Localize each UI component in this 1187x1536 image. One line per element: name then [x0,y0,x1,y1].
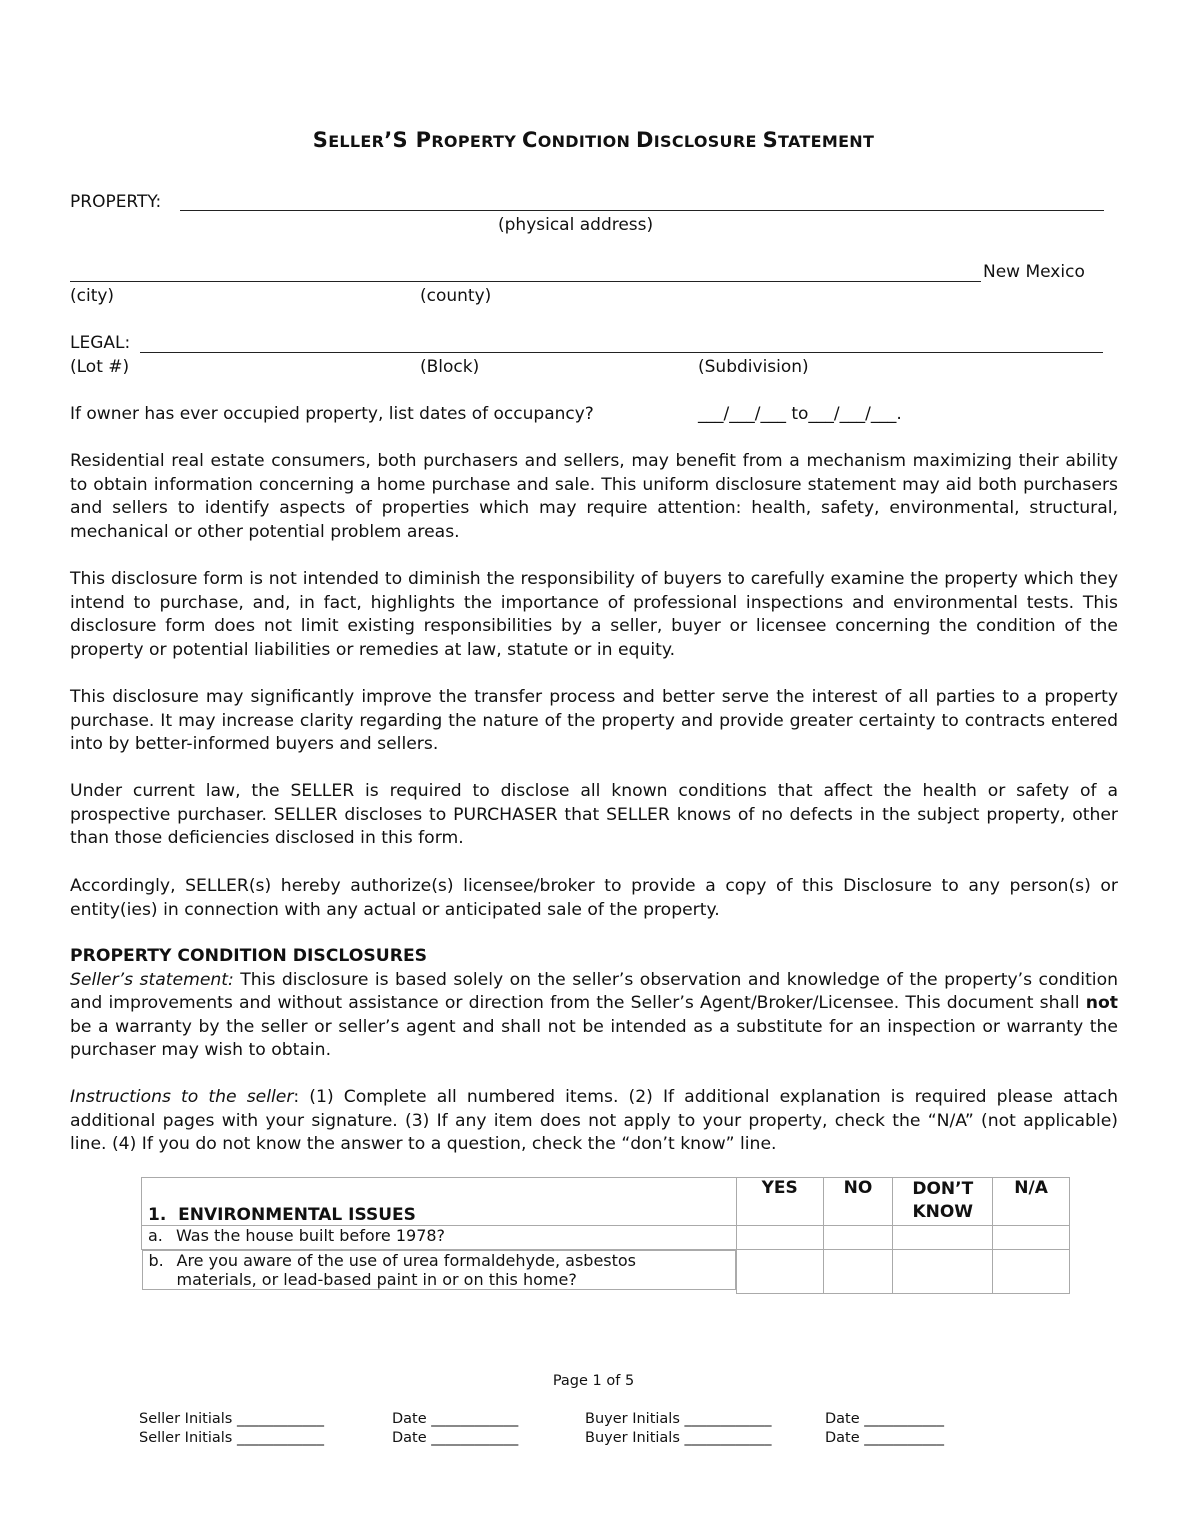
question-letter: b. [148,1251,164,1270]
section-number: 1. [148,1205,167,1225]
disclosures-section [70,945,1118,1063]
yes-checkbox[interactable] [736,1226,823,1250]
property-address-field[interactable] [180,210,1104,211]
seller-statement-label: Seller’s statement: [70,969,234,990]
question-letter: a. [148,1226,163,1245]
buyer-initials-2[interactable]: Buyer Initials ____________ [585,1430,772,1446]
seller-statement-text: be a warranty by the seller or seller’s agent and shall not be intended as a substitute for an inspection or warranty the purchaser may wish to obtain. [70,1016,1118,1061]
col-na: N/A [993,1178,1070,1226]
intro-paragraph-3: This disclosure may significantly improve the transfer process and better serve the interest of all parties to a property purchase. It may increase clarity regarding the nature of the property and provide greater certainty to contracts entered into by better-informed buyers and sellers. [70,687,1118,755]
section-title [142,1178,737,1226]
title-apos: ’S [384,128,416,152]
county-caption: (county) [420,286,492,306]
na-checkbox[interactable] [993,1250,1070,1294]
instructions-label: Instructions to the seller [70,1087,294,1107]
instructions-paragraph [70,1086,1118,1157]
col-no: NO [823,1178,893,1226]
yes-checkbox[interactable] [736,1250,823,1294]
block-caption: (Block) [420,357,480,377]
subdivision-caption: (Subdivision) [698,357,809,377]
seller-date-1[interactable]: Date ____________ [392,1411,519,1427]
section-title-text: ENVIRONMENTAL ISSUES [178,1205,416,1225]
col-dont-know: DON’T KNOW [893,1178,993,1226]
physical-address-caption: (physical address) [498,215,654,235]
seller-statement [70,969,1118,1063]
title-cap: S [312,128,329,152]
buyer-date-1[interactable]: Date ___________ [825,1411,945,1427]
city-county-field[interactable] [70,281,981,282]
na-checkbox[interactable] [993,1226,1070,1250]
city-caption: (city) [70,286,115,306]
intro-paragraph-5: Accordingly, SELLER(s) hereby authorize(s) licensee/broker to provide a copy of this Disclosure to any person(s) or entity(ies) in connection with any actual or anticipated sale of the property. [70,876,1118,920]
table-row [142,1250,1070,1294]
buyer-date-2[interactable]: Date ___________ [825,1430,945,1446]
title-sc: ROPERTY [431,132,522,151]
no-checkbox[interactable] [823,1250,893,1294]
seller-statement-text: This disclosure is based solely on the seller’s observation and knowledge of the property’s condition and improvements and without assistance or direction from the Seller’s Agent/Broker/Licensee. This document shall [70,969,1118,1014]
title-cap: D [636,128,654,152]
legal-label: LEGAL: [70,333,131,353]
lot-caption: (Lot #) [70,357,130,377]
dont-know-checkbox[interactable] [893,1250,993,1294]
disclosures-heading: PROPERTY CONDITION DISCLOSURES [70,946,428,966]
title-cap: C [521,128,538,152]
question-text: Was the house built before 1978? [176,1226,446,1245]
instructions-text: : (1) Complete all numbered items. (2) If additional explanation is required please attach additional pages with your signature. (3) If any item does not apply to your property, check the “N/A” (not applicable) line. (4) If you do not know the answer to a question, check the “don’t know” line. [70,1087,1118,1155]
document-title [0,128,1187,152]
title-sc: ELLER [328,132,385,151]
title-sc: ONDITION [537,132,637,151]
intro-paragraph-2: This disclosure form is not intended to diminish the responsibility of buyers to carefully examine the property which they intend to purchase, and, in fact, highlights the importance of professional inspections and environmental tests. This disclosure form does not limit existing responsibilities by a seller, buyer or licensee concerning the condition of the property or potential liabilities or remedies at law, statute or in equity. [70,569,1118,660]
seller-initials-1[interactable]: Seller Initials ____________ [139,1411,324,1427]
table-row [142,1226,1070,1250]
col-yes: YES [736,1178,823,1226]
question-text: Are you aware of the use of urea formaldehyde, asbestos materials, or lead-based paint in or on this home? [176,1251,637,1289]
page-number: Page 1 of 5 [552,1373,635,1389]
state-text: New Mexico [983,262,1085,282]
title-cap: P [415,128,432,152]
buyer-initials-1[interactable]: Buyer Initials ____________ [585,1411,772,1427]
seller-date-2[interactable]: Date ____________ [392,1430,519,1446]
property-label: PROPERTY: [70,192,162,212]
occupancy-question: If owner has ever occupied property, list dates of occupancy? [70,404,594,424]
intro-paragraph-1: Residential real estate consumers, both purchasers and sellers, may benefit from a mechanism maximizing their ability to obtain information concerning a home purchase and sale. This uniform disclosure statement may aid both purchasers and sellers to identify aspects of properties which may require attention: health, safety, environmental, structural, mechanical or other potential problem areas. [70,451,1118,542]
seller-statement-emphasis: not [1085,993,1118,1014]
intro-paragraph-4: Under current law, the SELLER is required to disclose all known conditions that affect the health or safety of a prospective purchaser. SELLER discloses to PURCHASER that SELLER knows of no defects in the subject property, other than those deficiencies disclosed in this form. [70,781,1118,849]
title-sc: ISCLOSURE [653,132,763,151]
dont-know-checkbox[interactable] [893,1226,993,1250]
occupancy-dates-field[interactable]: ___/___/___ to___/___/___. [698,404,902,424]
legal-field[interactable] [140,352,1103,353]
seller-initials-2[interactable]: Seller Initials ____________ [139,1430,324,1446]
question-cell [142,1226,737,1250]
question-cell [142,1250,736,1290]
environmental-issues-table [141,1177,1070,1294]
title-sc: TATEMENT [778,132,875,151]
no-checkbox[interactable] [823,1226,893,1250]
title-cap: S [762,128,778,152]
